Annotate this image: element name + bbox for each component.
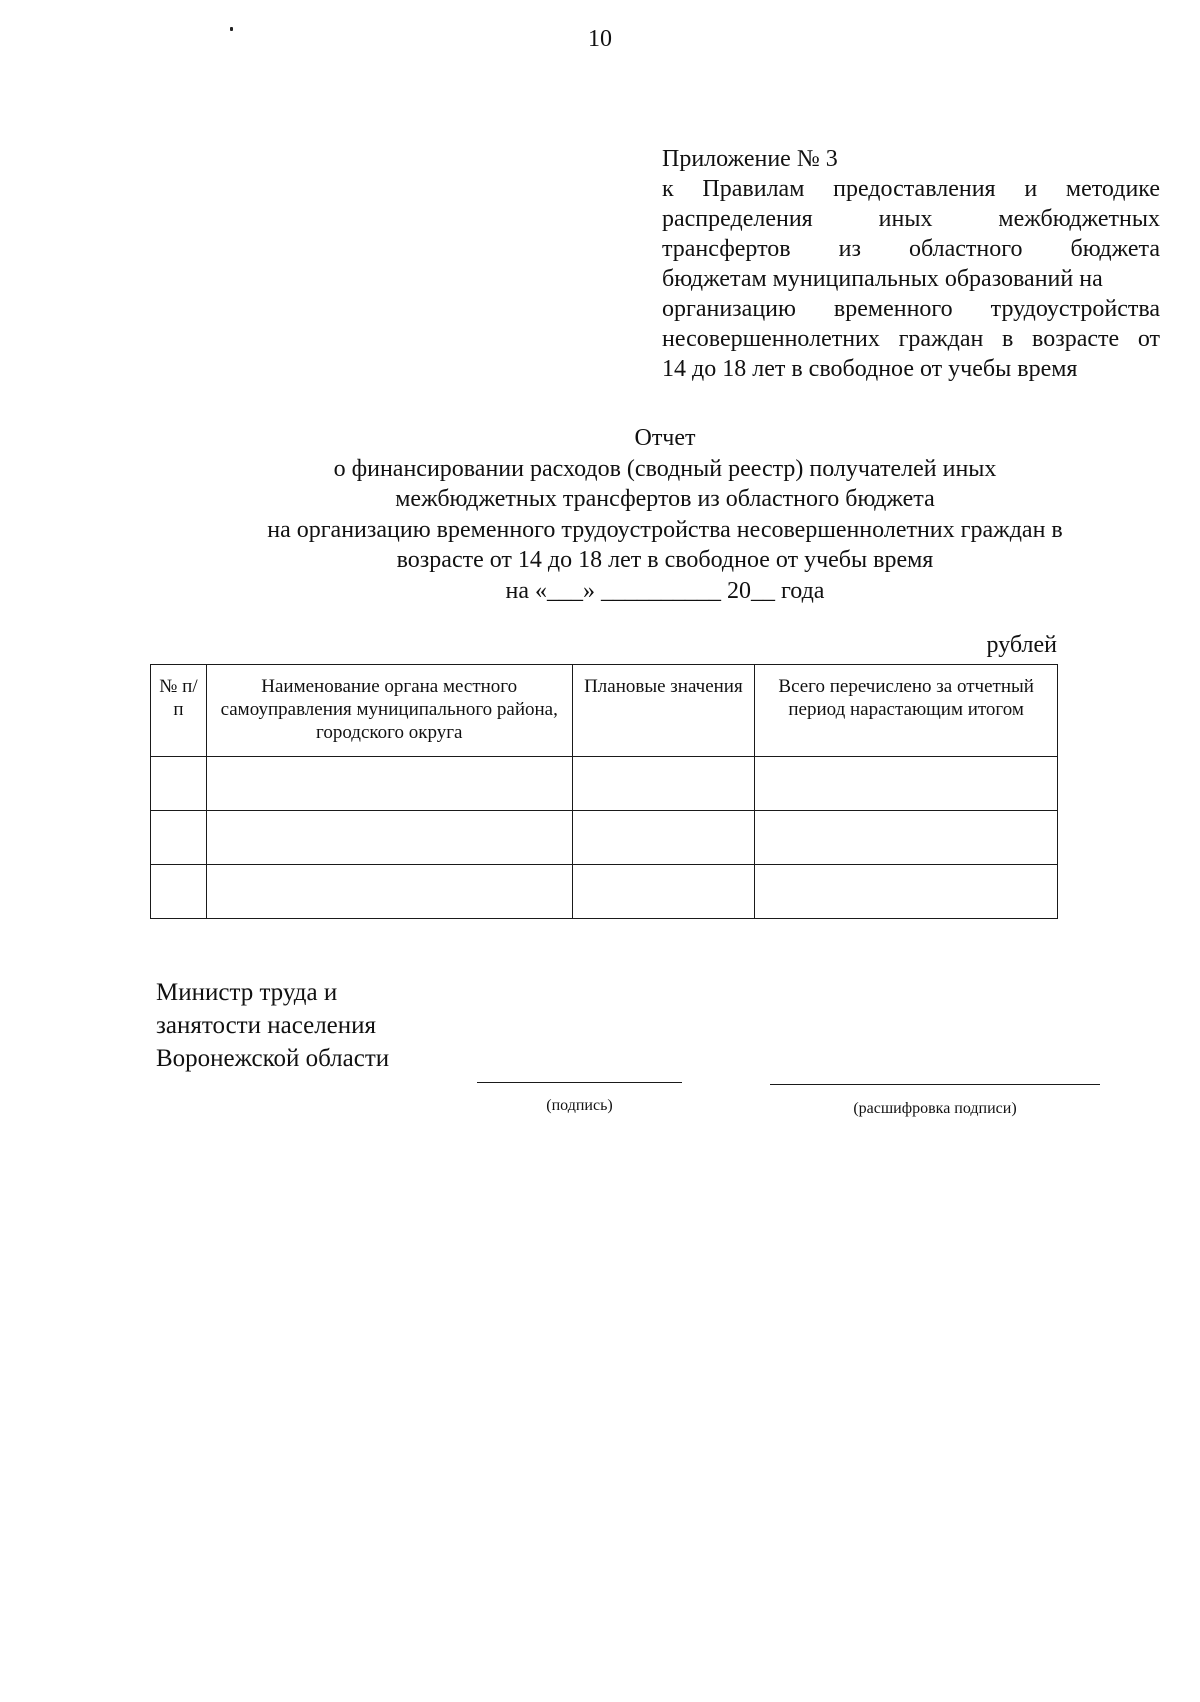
column-header-transferred: Всего перечислено за отчетный период нарастающим итогом [755, 665, 1058, 757]
table-cell [206, 865, 572, 919]
table-row [151, 811, 1058, 865]
title-line: возрасте от 14 до 18 лет в свободное от учебы время [396, 547, 934, 573]
column-header-number: № п/п [151, 665, 207, 757]
table-cell [151, 811, 207, 865]
table-cell [755, 757, 1058, 811]
table-cell [572, 865, 755, 919]
appendix-line: бюджетам муниципальных образований на [662, 266, 1103, 292]
appendix-line: распределения иных межбюджетных [662, 206, 1160, 232]
table-cell [206, 811, 572, 865]
appendix-line: организацию временного трудоустройства [662, 296, 1160, 322]
signatory-title [156, 976, 389, 1075]
signatory-line: Воронежской области [156, 1045, 390, 1072]
table-cell [151, 757, 207, 811]
page-number: 10 [588, 26, 612, 52]
appendix-header [662, 144, 1160, 384]
table-cell [755, 865, 1058, 919]
signature-decoding-caption: (расшифровка подписи) [853, 1100, 1017, 1117]
appendix-line: 14 до 18 лет в свободное от учебы время [662, 356, 1078, 382]
signature-caption: (подпись) [546, 1097, 613, 1114]
title-line: Отчет [634, 425, 696, 451]
appendix-line: несовершеннолетних граждан в возрасте от [662, 326, 1160, 352]
signature-line [477, 1082, 682, 1083]
table-header-row [151, 665, 1058, 757]
table-cell [572, 811, 755, 865]
title-line: на организацию временного трудоустройства несовершеннолетних граждан в [267, 516, 1063, 543]
units-label: рублей [986, 632, 1057, 658]
appendix-line: трансфертов из областного бюджета [662, 236, 1160, 262]
signature-decoding-line [770, 1084, 1100, 1085]
table-cell [206, 757, 572, 811]
title-line: о финансировании расходов (сводный реестр) получателей иных [333, 455, 997, 482]
title-line: межбюджетных трансфертов из областного бюджета [395, 486, 935, 512]
table-cell [151, 865, 207, 919]
table-cell [572, 757, 755, 811]
table-row [151, 757, 1058, 811]
signatory-line: Министр труда и [156, 979, 338, 1006]
table-cell [755, 811, 1058, 865]
report-table [150, 664, 1058, 919]
report-date-line: на «___» __________ 20__ года [505, 577, 825, 604]
signatory-line: занятости населения [156, 1012, 377, 1039]
appendix-line: Приложение № 3 [662, 146, 838, 172]
table-row [151, 865, 1058, 919]
column-header-planned: Плановые значения [572, 665, 755, 757]
report-title [120, 423, 1200, 606]
column-header-authority: Наименование органа местного самоуправления муниципального района, городского округа [206, 665, 572, 757]
appendix-line: к Правилам предоставления и методике [662, 176, 1160, 202]
